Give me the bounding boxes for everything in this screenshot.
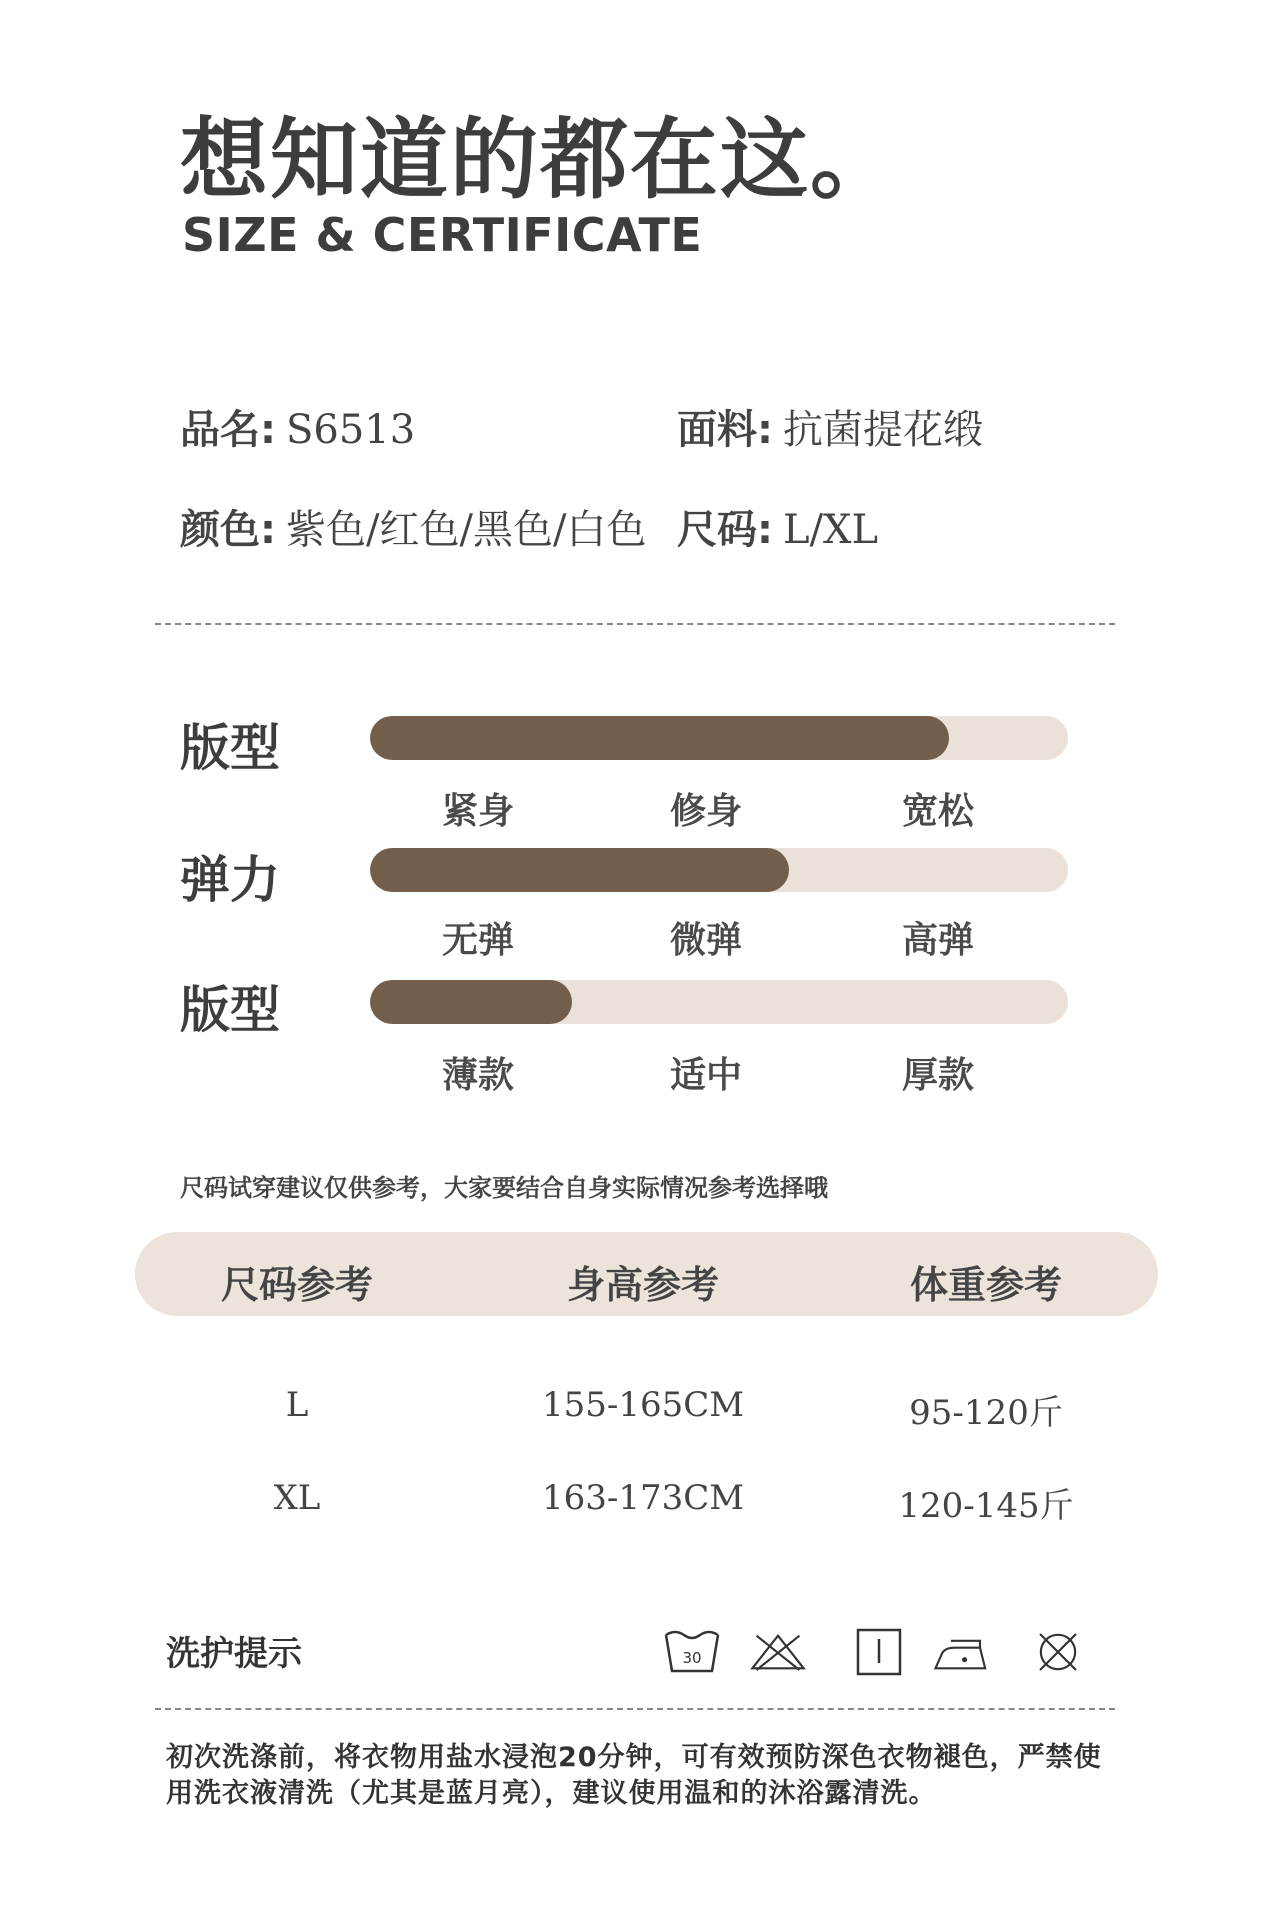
color-row	[180, 498, 646, 555]
fit-scale-low: 紧身	[441, 791, 514, 832]
fabric-row	[677, 398, 983, 455]
thickness-scale-mid: 适中	[669, 1055, 742, 1096]
elasticity-scale-high: 高弹	[901, 920, 974, 961]
product-name-value: S6513	[286, 407, 416, 453]
iron-low-icon	[932, 1627, 992, 1677]
size-table-cell-xl-height: 163-173CM	[541, 1478, 745, 1518]
elasticity-bar-fill	[370, 848, 789, 892]
size-table-header-weight: 体重参考	[909, 1263, 1062, 1307]
wash-30-icon	[662, 1627, 722, 1677]
fabric-value: 抗菌提花缎	[783, 407, 983, 453]
care-title: 洗护提示	[166, 1634, 302, 1674]
product-name-row	[180, 398, 415, 455]
fabric-label: 面料:	[677, 407, 773, 453]
size-note: 尺码试穿建议仅供参考，大家要结合自身实际情况参考选择哦	[180, 1174, 828, 1202]
line-dry-icon	[848, 1627, 908, 1677]
care-divider	[155, 1708, 1115, 1710]
attr-name-thickness: 版型	[180, 981, 280, 1039]
thickness-bar-track	[370, 980, 1068, 1024]
color-value: 紫色/红色/黑色/白色	[286, 507, 647, 553]
attr-name-fit: 版型	[180, 719, 280, 777]
page-title: 想知道的都在这。	[180, 108, 901, 211]
product-name-label: 品名:	[180, 407, 276, 453]
size-table-header-size: 尺码参考	[220, 1263, 373, 1307]
elasticity-scale-mid: 微弹	[669, 920, 742, 961]
size-value: L/XL	[783, 507, 879, 553]
thickness-scale-high: 厚款	[901, 1055, 974, 1096]
size-table-cell-l-size: L	[285, 1385, 309, 1425]
size-table-header-height: 身高参考	[566, 1263, 719, 1307]
elasticity-scale-low: 无弹	[441, 920, 514, 961]
size-table-cell-l-height: 155-165CM	[541, 1385, 745, 1425]
elasticity-bar-track	[370, 848, 1068, 892]
attr-name-elasticity: 弹力	[180, 851, 280, 909]
fit-scale-mid: 修身	[669, 791, 742, 832]
no-bleach-icon	[748, 1627, 808, 1677]
page-subtitle: SIZE & CERTIFICATE	[182, 208, 703, 262]
size-row	[677, 498, 878, 555]
size-table-cell-l-weight: 95-120斤	[909, 1393, 1063, 1433]
size-label: 尺码:	[677, 507, 773, 553]
wash-temp-label: 30	[682, 1649, 702, 1667]
size-table-cell-xl-size: XL	[273, 1478, 321, 1518]
fit-scale-high: 宽松	[901, 791, 974, 832]
no-dry-clean-icon	[1028, 1627, 1088, 1677]
thickness-scale-low: 薄款	[441, 1055, 514, 1096]
fit-bar-fill	[370, 716, 949, 760]
size-table-cell-xl-weight: 120-145斤	[898, 1486, 1074, 1526]
fit-bar-track	[370, 716, 1068, 760]
color-label: 颜色:	[180, 507, 276, 553]
thickness-bar-fill	[370, 980, 572, 1024]
care-instructions: 初次洗涤前，将衣物用盐水浸泡20分钟，可有效预防深色衣物褪色，严禁使用洗衣液清洗（尤其是蓝月亮），建议使用温和的沐浴露清洗。	[166, 1742, 1102, 1809]
divider	[155, 623, 1115, 625]
